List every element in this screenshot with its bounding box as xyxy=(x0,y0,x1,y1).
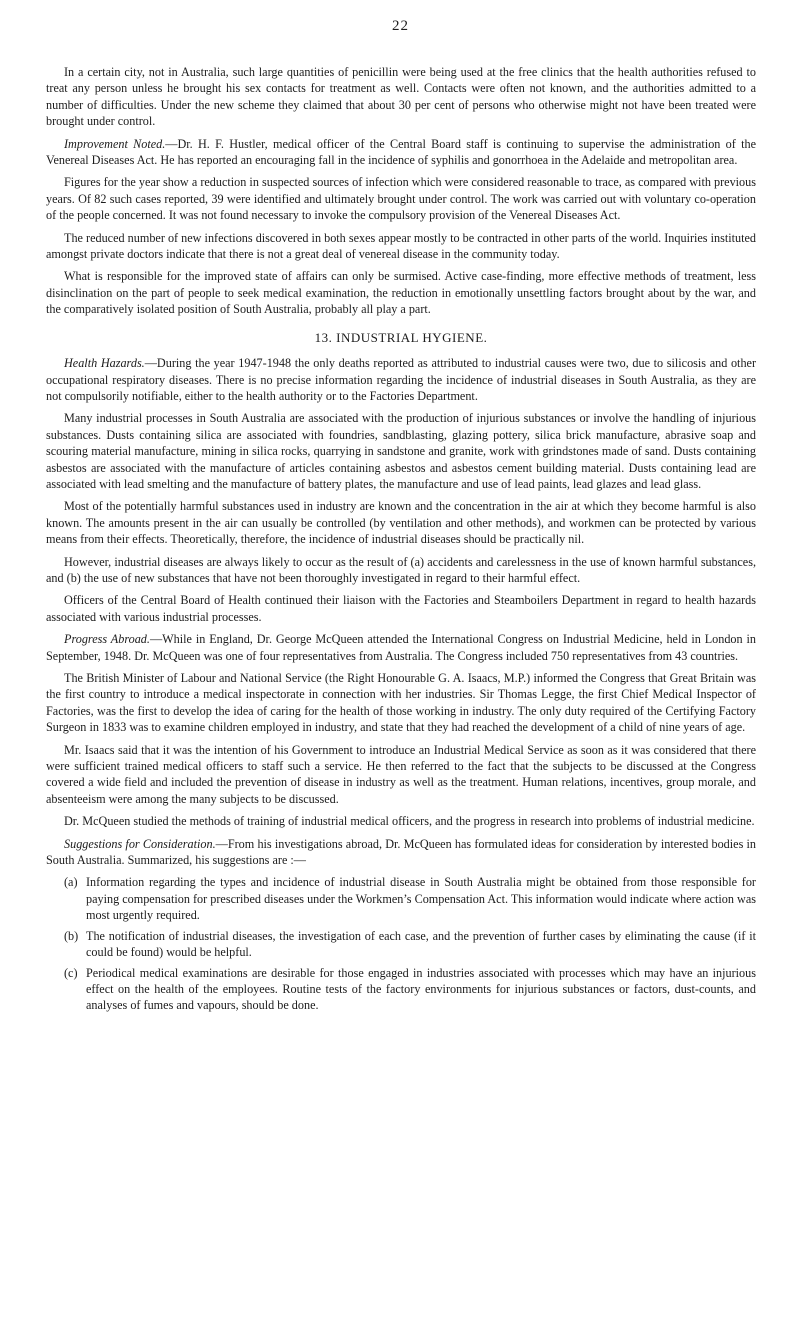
paragraph-industrial-processes: Many industrial processes in South Australia are associated with the production of injurious substances or involve the handling of injurious substances. Dusts containing silica are associated with foundries, sandblasting, glazing pottery, silica brick manufacture, abrasive soap and scouring material manufacture, mining in silica rocks, quarrying in sandstone and granite, work with grindstones made of sand. Dusts containing asbestos are associated with the manufacture of articles containing asbestos and asbestos cement building material. Dusts containing lead are associated with lead smelting and the manufacture of battery plates, the manufacture and use of lead paints, lead glazes and lead glass. xyxy=(46,411,756,491)
list-item xyxy=(46,874,756,923)
list-item-text: Periodical medical examinations are desirable for those engaged in industries associated with processes which may have an injurious effect on the health of the employees. Routine tests of the factory environments for injurious substances or factors, dust-counts, and analyses of fumes and vapours, should be done. xyxy=(86,965,756,1013)
suggestions-text: —From his investigations abroad, Dr. McQueen has formulated ideas for consideration by interested bodies in South Australia. Summarized, his suggestions are :— xyxy=(46,836,756,868)
paragraph-reduced-infections: The reduced number of new infections discovered in both sexes appear mostly to be contracted in other parts of the world. Inquiries instituted amongst private doctors indicate that there is not a great deal of venereal disease in the community today. xyxy=(46,230,756,262)
list-item-marker: (c) xyxy=(64,965,78,980)
paragraph-accidents: However, industrial diseases are always likely to occur as the result of (a) accidents and carelessness in the use of known harmful substances, and (b) the use of new substances that have not been thoroughly investigated in regard to their harmful effect. xyxy=(46,554,756,585)
list-item-marker: (a) xyxy=(64,875,78,890)
paragraph-british-minister: The British Minister of Labour and National Service (the Right Honourable G. A. Isaacs, M.P.) informed the Congress that Great Britain was the first country to introduce a medical inspectorate in connection with her industries. Sir Thomas Legge, the first Chief Medical Inspector of Factories, was the first to develop the idea of caring for the health of those working in industry. The only duty required of the Certifying Factory Surgeon in 1833 was to examine children employed in industry, and state that they had reached the development of a child of nine years of age. xyxy=(46,671,756,735)
paragraph-figures: Figures for the year show a reduction in suspected sources of infection which were considered reasonable to trace, as compared with previous years. Of 82 such cases reported, 39 were identified and ultimately brought under control. The work was carried out with voluntary co-operation of the people concerned. It was not found necessary to invoke the compulsory provision of the Venereal Diseases Act. xyxy=(46,175,756,223)
suggestion-list xyxy=(46,874,756,1013)
paragraph-harmful-substances: Most of the potentially harmful substances used in industry are known and the concentration in the air at which they become harmful is also known. The amounts present in the air can usually be controlled (by ventilation and other methods), and workmen can be protected by various means from their effects. Theoretically, therefore, the incidence of industrial diseases should be practically nil. xyxy=(46,499,756,547)
paragraph-liaison: Officers of the Central Board of Health continued their liaison with the Factories and Steamboilers Department in regard to health hazards associated with various industrial processes. xyxy=(46,593,756,624)
list-item xyxy=(46,965,756,1014)
page-body xyxy=(46,64,756,1018)
list-item-marker: (b) xyxy=(64,928,79,943)
page-number: 22 xyxy=(392,18,409,34)
lead-progress-abroad: Progress Abroad. xyxy=(64,632,150,647)
list-item xyxy=(46,928,756,961)
lead-suggestions: Suggestions for Consideration. xyxy=(64,836,216,851)
paragraph-penicillin: In a certain city, not in Australia, such large quantities of penicillin were being used at the free clinics that the health authorities refused to treat any person unless he brought his sex contacts for treatment as well. Contacts were often not known, and the authorities admitted to a number of difficulties. Under the new scheme they claimed that about 30 per cent of persons who otherwise might not have been treated were brought under control. xyxy=(46,65,756,129)
improvement-text: —Dr. H. F. Hustler, medical officer of the Central Board staff is continuing to supervise the administration of the Venereal Diseases Act. He has reported an encouraging fall in the incidence of syphilis and gonorrhoea in the Adelaide and metropolitan area. xyxy=(46,136,756,168)
paragraph-suggestions xyxy=(46,836,756,869)
list-item-text: The notification of industrial diseases, the investigation of each case, and the prevention of further cases by eliminating the cause (if it could be found) would be helpful. xyxy=(86,928,756,960)
paragraph-mcqueen-studied: Dr. McQueen studied the methods of training of industrial medical officers, and the progress in research into problems of industrial medicine. xyxy=(64,814,755,829)
paragraph-improved-affairs: What is responsible for the improved state of affairs can only be surmised. Active case-finding, more effective methods of treatment, less disinclination on the part of people to seek medical examination, the reduction in emotionally unsettling factors brought about by the war, and the comparatively isolated position of South Australia, probably all play a part. xyxy=(46,269,756,317)
health-hazards-text: —During the year 1947-1948 the only deaths reported as attributed to industrial causes were two, due to silicosis and other occupational respiratory diseases. There is no precise information regarding the incidence of industrial diseases in South Australia, as they are not compulsorily notifiable, either to the health authority or to the Factories Department. xyxy=(46,356,756,403)
list-item-text: Information regarding the types and incidence of industrial disease in South Australia might be obtained from those responsible for paying compensation for prescribed diseases under the Workmen’s Compensation Act. This information would indicate where action was most urgently required. xyxy=(86,875,756,923)
section-title: 13. INDUSTRIAL HYGIENE. xyxy=(314,329,488,345)
paragraph-improvement-noted xyxy=(46,136,756,169)
paragraph-progress-abroad xyxy=(46,631,756,664)
paragraph-health-hazards xyxy=(46,355,756,404)
progress-text: —While in England, Dr. George McQueen attended the International Congress on Industrial Medicine, held in London in September, 1948. Dr. McQueen was one of four representatives from Australia. The Congress included 750 representatives from 43 countries. xyxy=(46,632,756,663)
lead-improvement-noted: Improvement Noted. xyxy=(64,136,166,151)
paragraph-isaacs: Mr. Isaacs said that it was the intention of his Government to introduce an Industrial Medical Service as soon as it was considered that there were sufficient trained medical officers to staff such a service. He then referred to the fact that the subjects to be discussed at the Congress covered a wide field and included the prevention of disease in industry as well as the treatment. Human relations, incentives, group morale, and absenteeism were among the many subjects to be discussed. xyxy=(46,742,756,806)
lead-health-hazards: Health Hazards. xyxy=(64,356,145,371)
